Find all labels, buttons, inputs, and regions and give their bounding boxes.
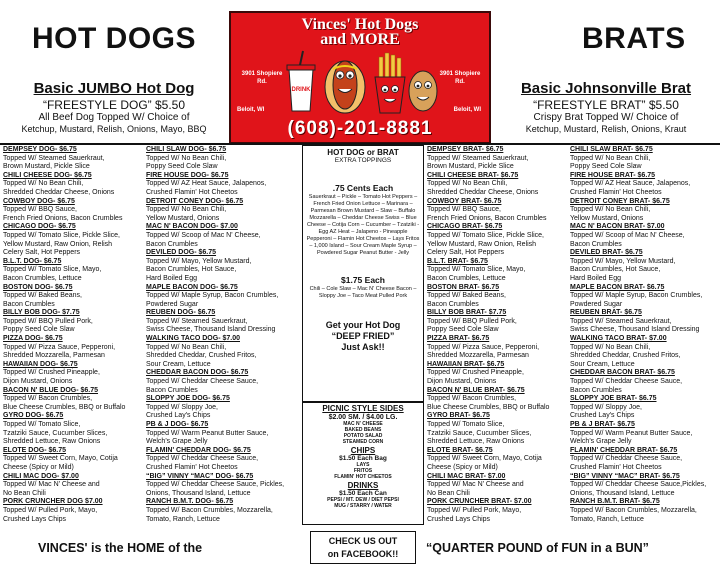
- menu-item-desc: Crushed Lays Chips: [427, 515, 491, 523]
- menu-item-desc: Topped W/ Baked Beans,: [3, 292, 82, 300]
- menu-item-desc: Topped W/ No Bean Chili,: [570, 154, 651, 162]
- menu-item: [570, 198, 720, 224]
- menu-item: [146, 421, 302, 447]
- menu-item-desc: Topped W/ Cheddar Cheese Sauce,Pickles,: [570, 481, 707, 489]
- menu-item-name: PORK CRUNCHER BRAT- $7.00: [427, 498, 532, 506]
- brats-column-1: [427, 146, 567, 524]
- city-right: Beloit, WI: [453, 107, 481, 113]
- menu-item-desc: Bacon Crumbles: [3, 300, 55, 308]
- menu-item-desc: Topped W/ Crushed Pineapple,: [3, 369, 100, 377]
- menu-item: [570, 498, 720, 524]
- menu-item-name: BOSTON BRAT- $6.75: [427, 283, 500, 291]
- chips-title: CHIPS: [350, 446, 376, 455]
- menu-item-desc: Shredded Cheddar, Crushed Fritos,: [146, 352, 257, 360]
- side-item: POTATO SALAD: [343, 433, 383, 439]
- menu-item-desc: Yellow Mustard, Raw Onion, Relish: [3, 240, 113, 248]
- menu-item-desc: Blue Cheese Crumbles, BBQ or Buffalo: [3, 403, 126, 411]
- basic-hot-dog-heading: Basic JUMBO Hot Dog: [33, 80, 195, 97]
- menu-item-name: HAWAIIAN BRAT- $6.75: [427, 360, 505, 368]
- menu-item-desc: Shredded Mozzarella, Parmesan: [427, 352, 529, 360]
- menu-item-name: FLAMIN' CHEDDAR BRAT- $6.75: [570, 446, 678, 454]
- menu-item-desc: French Fried Onions, Bacon Crumbles: [3, 214, 123, 222]
- menu-item-desc: Topped W/ Pizza Sauce, Pepperoni,: [3, 343, 116, 351]
- menu-item-name: CHILI CHEESE BRAT- $6.75: [427, 171, 519, 179]
- mascots-illustration: [283, 49, 443, 119]
- menu-item: [3, 309, 143, 335]
- menu-item-desc: Shredded Lettuce, Raw Onions: [427, 438, 525, 446]
- basic-brat-heading: Basic Johnsonville Brat: [520, 80, 692, 97]
- menu-item-desc: Dijon Mustard, Onions: [427, 378, 497, 386]
- menu-item-desc: Crushed Lays Chips: [3, 515, 67, 523]
- address-left: 3901 Shopiere Rd.: [241, 71, 283, 85]
- menu-item-desc: Topped W/ Mayo, Yellow Mustard,: [570, 257, 676, 265]
- menu-item-desc: Topped W/ Mac N' Cheese and: [427, 481, 524, 489]
- side-item: BAKED BEANS: [344, 427, 382, 433]
- menu-item-name: REUBEN DOG- $6.75: [146, 309, 216, 317]
- menu-item-desc: Topped W/ Pulled Pork, Mayo,: [427, 506, 522, 514]
- menu-item: [146, 172, 302, 198]
- menu-item-desc: Bacon Crumbles, Hot Sauce,: [570, 266, 661, 274]
- menu-item-name: CHEDDAR BACON DOG- $6.75: [146, 369, 249, 377]
- menu-item-name: CHILI SLAW DOG- $6.75: [146, 146, 227, 153]
- menu-item-desc: Topped W/ BBQ Pulled Pork,: [427, 317, 517, 325]
- menu-item-desc: Swiss Cheese, Thousand Island Dressing: [146, 326, 276, 334]
- menu-item-desc: Cheese (Spicy or Mild): [3, 463, 74, 471]
- menu-item-desc: No Bean Chili: [3, 489, 46, 497]
- menu-item-desc: Celery Salt, Hot Peppers: [427, 249, 505, 257]
- menu-item: [3, 284, 143, 310]
- menu-item-desc: Topped W/ BBQ Sauce,: [3, 206, 77, 214]
- menu-item-desc: Topped W/ Mac N' Cheese and: [3, 481, 100, 489]
- basic-brat-price: “FREESTYLE BRAT” $5.50: [533, 98, 679, 112]
- menu-item-name: BACON N' BLUE DOG- $6.75: [3, 386, 99, 394]
- menu-item-desc: Topped W/ Cheddar Cheese Sauce,: [570, 455, 683, 463]
- menu-item: [146, 309, 302, 335]
- menu-item-desc: Crushed Flamin' Hot Cheetos: [570, 188, 662, 196]
- basic-brat-toppings: Ketchup, Mustard, Relish, Onions, Kraut: [525, 124, 687, 134]
- menu-item-desc: Topped W/ Bacon Crumbles,: [3, 395, 93, 403]
- menu-item: [427, 223, 567, 257]
- menu-item-desc: Topped W/ Crushed Pineapple,: [427, 369, 524, 377]
- menu-item: [427, 284, 567, 310]
- menu-item-name: ELOTE DOG- $6.75: [3, 446, 67, 454]
- drink-item: MUG / STARRY / WATER: [334, 503, 392, 509]
- menu-item-desc: Topped W/ Bacon Crumbles, Mozzarella,: [570, 506, 697, 514]
- french-fries-mascot-icon: [375, 53, 405, 113]
- menu-item-desc: Topped W/ Warm Peanut Butter Sauce,: [570, 429, 693, 437]
- menu-item-desc: Topped W/ Tomato Slice, Mayo,: [3, 266, 102, 274]
- menu-item-desc: Shredded Lettuce, Raw Onions: [3, 438, 101, 446]
- menu-item: [3, 223, 143, 257]
- facebook-line-2: on FACEBOOK!!: [327, 549, 399, 559]
- menu-item: [570, 447, 720, 473]
- menu-item: [427, 198, 567, 224]
- menu-item: [3, 361, 143, 387]
- menu-item-desc: Topped W/ No Bean Chili,: [570, 206, 651, 214]
- menu-item-desc: Welch's Grape Jelly: [146, 438, 208, 446]
- menu-item-desc: Topped W/ Cheddar Cheese Sauce, Pickles,: [146, 481, 285, 489]
- menu-item-desc: Sour Cream, Lettuce: [570, 360, 635, 368]
- chip-item: LAYS: [356, 462, 370, 468]
- menu-item-desc: Cheese (Spicy or Mild): [427, 463, 498, 471]
- menu-item-desc: Blue Cheese Crumbles, BBQ or Buffalo: [427, 403, 550, 411]
- menu-item-desc: Bacon Crumbles: [427, 300, 479, 308]
- extra-toppings-title: HOT DOG or BRAT: [327, 148, 399, 157]
- menu-item-desc: Tzatziki Sauce, Cucumber Slices,: [427, 429, 532, 437]
- menu-item-desc: Topped W/ Cheddar Cheese Sauce,: [570, 378, 683, 386]
- hot-dogs-title: HOT DOGS: [32, 22, 197, 55]
- extra-toppings-list-1: Sauerkraut – Pickle – Tomato Hot Peppers – French Fried Onion Lettuce – Marinara – Parmesan Brown Mustard – Slaw – Buffalo Mozzarella – Cheddar Cheese Swiss – Blue Cheese – Cotija Corn – Cucumber – Tzatziki - Egg AZ Heat – Jalapeno - Pineapple Pepperoni – Flamin Hot Cheetos – Lays Fritos – 1,000 Island – Sour Cream Maple Syrup – Powdered Sugar Peanut Butter - Jelly: [306, 194, 420, 256]
- facebook-box[interactable]: [310, 531, 416, 564]
- menu-item-name: WALKING TACO DOG- $7.00: [146, 335, 240, 343]
- menu-item-name: CHICAGO DOG- $6.75: [3, 223, 76, 231]
- hot-dogs-column-1: [3, 146, 143, 524]
- menu-item-desc: Topped W/ Pizza Sauce, Pepperoni,: [427, 343, 540, 351]
- menu-item-desc: Poppy Seed Cole Slaw: [570, 163, 642, 171]
- menu-item-desc: French Fried Onions, Bacon Crumbles: [427, 214, 547, 222]
- menu-item-desc: Tomato, Ranch, Lettuce: [570, 515, 644, 523]
- menu-item-name: DEMPSEY DOG- $6.75: [3, 146, 77, 153]
- menu-item-desc: Yellow Mustard, Raw Onion, Relish: [427, 240, 537, 248]
- menu-item-name: DETROIT CONEY DOG- $6.75: [146, 197, 244, 205]
- menu-item-desc: Topped W/ Sweet Corn, Mayo, Cotija: [427, 455, 542, 463]
- menu-item: [146, 249, 302, 283]
- basic-brat-section: [496, 80, 716, 135]
- picnic-sides-title: PICNIC STYLE SIDES: [322, 404, 404, 413]
- hot-dog-mascot-icon: [325, 61, 365, 113]
- menu-item-desc: Bacon Crumbles, Lettuce: [3, 274, 82, 282]
- extra-toppings-list-2: Chili – Cole Slaw – Mac N' Cheese Bacon – Sloppy Joe – Taco Meat Pulled Pork: [309, 286, 417, 299]
- menu-item: [146, 198, 302, 224]
- menu-item: [3, 498, 143, 524]
- menu-item-desc: Yellow Mustard, Onions: [570, 214, 644, 222]
- menu-item: [427, 473, 567, 499]
- menu-item-desc: Topped W/ Tomato Slice,: [3, 421, 81, 428]
- brats-column-2: [570, 146, 720, 524]
- menu-item-desc: Topped W/ Bacon Crumbles, Mozzarella,: [146, 506, 273, 514]
- menu-item-name: CHILI SLAW BRAT- $6.75: [570, 146, 653, 153]
- menu-item-desc: Celery Salt, Hot Peppers: [3, 249, 81, 257]
- basic-brat-desc: Crispy Brat Topped W/ Choice of: [533, 112, 679, 123]
- menu-item-name: BACON N' BLUE BRAT- $6.75: [427, 386, 525, 394]
- menu-item-desc: Tzatziki Sauce, Cucumber Slices,: [3, 429, 108, 437]
- menu-item-name: RANCH B.M.T. BRAT- $6.75: [570, 498, 660, 506]
- menu-item-desc: Topped W/ Scoop of Mac N' Cheese,: [570, 231, 685, 239]
- menu-item-desc: No Bean Chili: [427, 489, 470, 497]
- menu-item-name: ELOTE BRAT- $6.75: [427, 446, 493, 454]
- menu-item-desc: Topped W/ Cheddar Cheese Sauce,: [146, 378, 259, 386]
- basic-hot-dog-toppings: Ketchup, Mustard, Relish, Onions, Mayo, BBQ: [21, 124, 207, 134]
- menu-item-name: PB & J BRAT- $6.75: [570, 421, 635, 428]
- menu-item: [570, 146, 720, 172]
- menu-item-desc: Hard Boiled Egg: [146, 274, 197, 282]
- menu-item-desc: Topped W/ Pulled Pork, Mayo,: [3, 506, 98, 514]
- extra-toppings-price-1: .75 Cents Each: [332, 183, 394, 193]
- menu-item-desc: Topped W/ Steamed Sauerkraut,: [427, 154, 529, 162]
- menu-item: [427, 146, 567, 172]
- menu-item-desc: Topped W/ Baked Beans,: [427, 292, 506, 300]
- menu-item: [570, 249, 720, 283]
- footer-left: VINCES' is the HOME of the: [38, 541, 203, 555]
- menu-item-desc: Poppy Seed Cole Slaw: [146, 163, 218, 171]
- restaurant-name-line2: and MORE: [320, 31, 400, 48]
- menu-item-desc: Topped W/ Steamed Sauerkraut,: [3, 154, 105, 162]
- menu-item-desc: Topped W/ Warm Peanut Butter Sauce,: [146, 429, 269, 437]
- menu-item-desc: Poppy Seed Cole Slaw: [427, 326, 499, 334]
- menu-item: [3, 335, 143, 361]
- menu-item: [427, 172, 567, 198]
- menu-item-desc: Onions, Thousand Island, Lettuce: [570, 489, 675, 497]
- chip-item: FRITOS: [353, 468, 373, 474]
- restaurant-name-line1: Vinces' Hot Dogs: [301, 16, 419, 33]
- menu-item: [3, 387, 143, 413]
- menu-item: [427, 412, 567, 446]
- menu-item-desc: Topped W/ Sloppy Joe,: [146, 403, 218, 411]
- picnic-sides-box: [302, 401, 424, 525]
- menu-item-name: “BIG” VINNY “MAC” BRAT- $6.75: [570, 472, 680, 480]
- menu-item-desc: Topped W/ AZ Heat Sauce, Jalapenos,: [570, 180, 691, 188]
- extra-toppings-subtitle: EXTRA TOPPINGS: [334, 157, 392, 164]
- menu-item: [427, 258, 567, 284]
- menu-item-name: SLOPPY JOE BRAT- $6.75: [570, 395, 657, 403]
- menu-item-name: COWBOY BRAT- $6.75: [427, 197, 502, 205]
- menu-item-desc: Crushed Lay's Chips: [146, 412, 211, 420]
- menu-item-desc: Crushed Lay's Chips: [570, 412, 635, 420]
- menu-item-desc: Topped W/ AZ Heat Sauce, Jalapenos,: [146, 180, 267, 188]
- menu-item-desc: Topped W/ Steamed Sauerkraut,: [146, 317, 248, 325]
- menu-item-name: REUBEN BRAT- $6.75: [570, 309, 642, 317]
- menu-item: [146, 447, 302, 473]
- menu-item-desc: Shredded Cheddar Cheese, Onions: [3, 188, 115, 196]
- menu-item-name: WALKING TACO BRAT- $7.00: [570, 335, 667, 343]
- menu-item-name: GYRO BRAT- $6.75: [427, 412, 490, 420]
- side-item: STEAMED CORN: [342, 439, 384, 445]
- menu-item-name: “BIG” VINNY “MAC” DOG- $6.75: [146, 472, 254, 480]
- menu-item-desc: Crushed Flamin' Hot Cheetos: [570, 463, 662, 471]
- menu-item-desc: Brown Mustard, Pickle Slice: [427, 163, 514, 171]
- menu-item-name: FIRE HOUSE DOG- $6.75: [146, 171, 229, 179]
- menu-item: [3, 258, 143, 284]
- menu-item-desc: Shredded Cheddar Cheese, Onions: [427, 188, 539, 196]
- menu-item-name: MAC N' BACON DOG- $7.00: [146, 223, 238, 231]
- restaurant-name: [231, 17, 489, 47]
- menu-item: [146, 498, 302, 524]
- menu-item-desc: Powdered Sugar: [570, 300, 623, 308]
- menu-item-desc: Bacon Crumbles, Hot Sauce,: [146, 266, 237, 274]
- menu-item: [427, 309, 567, 335]
- extra-toppings-box: [302, 145, 424, 403]
- menu-item-desc: Topped W/ Scoop of Mac N' Cheese,: [146, 231, 261, 239]
- menu-item-desc: Powdered Sugar: [146, 300, 199, 308]
- menu-item: [146, 284, 302, 310]
- address-right: 3901 Shopiere Rd.: [439, 71, 481, 85]
- menu-item-desc: Dijon Mustard, Onions: [3, 378, 73, 386]
- menu-item-desc: Topped W/ Tomato Slice, Pickle Slice,: [3, 231, 120, 239]
- menu-item-desc: Topped W/ Tomato Slice, Pickle Slice,: [427, 231, 544, 239]
- drinks-price: $1.50 Each Can: [339, 490, 387, 497]
- menu-item: [570, 395, 720, 421]
- menu-item-desc: Topped W/ No Bean Chili,: [146, 343, 227, 351]
- menu-item: [3, 447, 143, 473]
- chips-price: $1.50 Each Bag: [339, 455, 387, 462]
- menu-item-desc: Swiss Cheese, Thousand Island Dressing: [570, 326, 700, 334]
- menu-item: [3, 473, 143, 499]
- menu-item-desc: Shredded Cheddar, Crushed Fritos,: [570, 352, 681, 360]
- menu-item-desc: Topped W/ Maple Syrup, Bacon Crumbles,: [146, 292, 279, 300]
- menu-item-desc: Topped W/ Cheddar Cheese Sauce,: [146, 455, 259, 463]
- menu-item-name: DEVILED BRAT- $6.75: [570, 249, 643, 257]
- menu-item-name: PB & J DOG- $6.75: [146, 421, 209, 428]
- menu-item-desc: Bacon Crumbles: [570, 240, 622, 248]
- menu-item-name: BILLY BOB DOG- $7.75: [3, 309, 80, 317]
- menu-item-desc: Topped W/ Mayo, Yellow Mustard,: [146, 257, 252, 265]
- menu-item: [3, 412, 143, 446]
- menu-item-name: PORK CRUNCHER DOG $7.00: [3, 498, 103, 506]
- city-left: Beloit, WI: [237, 107, 265, 113]
- menu-item-desc: Topped W/ No Bean Chili,: [146, 154, 227, 162]
- menu-item-name: RANCH B.M.T. DOG- $6.75: [146, 498, 234, 506]
- hot-dogs-column-2: [146, 146, 302, 524]
- menu-item-desc: Topped W/ Steamed Sauerkraut,: [570, 317, 672, 325]
- menu-item-name: CHILI MAC BRAT- $7.00: [427, 472, 506, 480]
- menu-item-desc: Crushed Flamin' Hot Cheetos: [146, 463, 238, 471]
- basic-hot-dog-desc: All Beef Dog Topped W/ Choice of: [38, 112, 190, 123]
- menu-item: [427, 335, 567, 361]
- menu-item-desc: Bacon Crumbles: [570, 386, 622, 394]
- menu-item: [570, 473, 720, 499]
- menu-item-name: CHEDDAR BACON BRAT- $6.75: [570, 369, 675, 377]
- potato-mascot-icon: [409, 71, 437, 111]
- menu-item-desc: Yellow Mustard, Onions: [146, 214, 220, 222]
- menu-item: [3, 172, 143, 198]
- menu-item: [570, 421, 720, 447]
- menu-item-desc: Bacon Crumbles: [146, 240, 198, 248]
- menu-item: [570, 223, 720, 249]
- menu-item-desc: Brown Mustard, Pickle Slice: [3, 163, 90, 171]
- menu-item: [146, 395, 302, 421]
- menu-item-name: CHICAGO BRAT- $6.75: [427, 223, 503, 231]
- menu-item: [570, 172, 720, 198]
- menu-item: [146, 473, 302, 499]
- menu-item: [427, 361, 567, 387]
- menu-item-name: MAPLE BACON BRAT- $6.75: [570, 283, 665, 291]
- menu-item-name: DEVILED DOG- $6.75: [146, 249, 217, 257]
- menu-item-desc: Bacon Crumbles, Lettuce: [427, 274, 506, 282]
- menu-item-name: CHILI CHEESE DOG- $6.75: [3, 171, 92, 179]
- menu-item-name: B.L.T. BRAT- $6.75: [427, 257, 488, 265]
- menu-item: [146, 369, 302, 395]
- menu-item-name: PIZZA BRAT- $6.75: [427, 335, 490, 343]
- basic-hot-dog-section: [4, 80, 224, 135]
- picnic-sides-price: $2.00 SM. / $4.00 LG.: [328, 414, 398, 421]
- menu-item-desc: Topped W/ Sweet Corn, Mayo, Cotija: [3, 455, 118, 463]
- footer-right: “QUARTER POUND of FUN in a BUN”: [426, 541, 649, 555]
- menu-item-desc: Topped W/ Tomato Slice, Mayo,: [427, 266, 526, 274]
- menu-item-name: DEMPSEY BRAT- $6.75: [427, 146, 504, 153]
- menu-item-name: B.L.T. DOG- $6.75: [3, 257, 62, 265]
- menu-item-desc: Shredded Mozzarella, Parmesan: [3, 352, 105, 360]
- menu-item-desc: Topped W/ No Bean Chili,: [570, 343, 651, 351]
- basic-hot-dog-price: “FREESTYLE DOG” $5.50: [42, 98, 186, 112]
- menu-item-desc: Crushed Flamin' Hot Cheetos: [146, 188, 238, 196]
- menu-item-desc: Topped W/ BBQ Pulled Pork,: [3, 317, 93, 325]
- facebook-line-1: CHECK US OUT: [328, 536, 398, 546]
- menu-item-desc: Bacon Crumbles: [146, 386, 198, 394]
- chip-item: FLAMIN' HOT CHEETOS: [334, 474, 392, 480]
- menu-item-name: PIZZA DOG- $6.75: [3, 335, 63, 343]
- menu-item-name: MAPLE BACON DOG- $6.75: [146, 283, 238, 291]
- menu-item-name: SLOPPY JOE DOG- $6.75: [146, 395, 230, 403]
- menu-item: [427, 447, 567, 473]
- menu-item-desc: Topped W/ Bacon Crumbles,: [427, 395, 517, 403]
- drink-label: DRINK: [291, 87, 311, 93]
- menu-item-desc: Topped W/ No Bean Chili,: [3, 180, 84, 188]
- menu-item-name: DETROIT CONEY BRAT- $6.75: [570, 197, 670, 205]
- menu-item: [146, 335, 302, 369]
- menu-item-name: BOSTON DOG- $6.75: [3, 283, 73, 291]
- menu-item: [427, 498, 567, 524]
- banner-logo: [229, 11, 491, 144]
- menu-item-name: HAWAIIAN DOG- $6.75: [3, 360, 78, 368]
- menu-item-desc: Topped W/ No Bean Chili,: [146, 206, 227, 214]
- menu-item: [427, 387, 567, 413]
- menu-item-name: GYRO DOG- $6.75: [3, 412, 64, 420]
- menu-item-desc: Topped W/ Tomato Slice,: [427, 421, 505, 428]
- menu-item-desc: Topped W/ Maple Syrup, Bacon Crumbles,: [570, 292, 703, 300]
- menu-item: [570, 284, 720, 310]
- menu-item: [3, 146, 143, 172]
- menu-item-name: MAC N' BACON BRAT- $7.00: [570, 223, 665, 231]
- deep-fried-line-3: Just Ask!!: [341, 342, 385, 352]
- menu-item: [146, 223, 302, 249]
- menu-item-desc: Poppy Seed Cole Slaw: [3, 326, 75, 334]
- deep-fried-line-2: “DEEP FRIED”: [331, 331, 395, 341]
- menu-item: [3, 198, 143, 224]
- brats-title: BRATS: [582, 22, 686, 55]
- drink-cup-icon: [287, 51, 315, 111]
- deep-fried-line-1: Get your Hot Dog: [325, 320, 401, 330]
- drinks-title: DRINKS: [347, 481, 379, 490]
- menu-item-name: FIRE HOUSE BRAT- $6.75: [570, 171, 656, 179]
- menu-item-name: FLAMIN' CHEDDAR DOG- $6.75: [146, 446, 251, 454]
- menu-item: [146, 146, 302, 172]
- drink-item: PEPSI / MT. DEW / DIET PEPSI: [327, 497, 399, 503]
- side-item: MAC N' CHEESE: [343, 421, 383, 427]
- extra-toppings-price-2: $1.75 Each: [341, 275, 385, 285]
- menu-item-desc: Onions, Thousand Island, Lettuce: [146, 489, 251, 497]
- phone-number: (608)-201-8881: [287, 118, 433, 139]
- menu-item-desc: Topped W/ BBQ Sauce,: [427, 206, 501, 214]
- menu-item-name: CHILI MAC DOG- $7.00: [3, 472, 79, 480]
- menu-item-desc: Topped W/ Sloppy Joe,: [570, 403, 642, 411]
- menu-item-name: BILLY BOB BRAT- $7.75: [427, 309, 507, 317]
- menu-item-desc: Tomato, Ranch, Lettuce: [146, 515, 220, 523]
- menu-item-name: COWBOY DOG- $6.75: [3, 197, 75, 205]
- menu-item: [570, 309, 720, 335]
- menu-item: [570, 369, 720, 395]
- menu-item-desc: Sour Cream, Lettuce: [146, 360, 211, 368]
- menu-item-desc: Welch's Grape Jelly: [570, 438, 632, 446]
- menu-item-desc: Topped W/ No Bean Chili,: [427, 180, 508, 188]
- menu-item: [570, 335, 720, 369]
- menu-item-desc: Hard Boiled Egg: [570, 274, 621, 282]
